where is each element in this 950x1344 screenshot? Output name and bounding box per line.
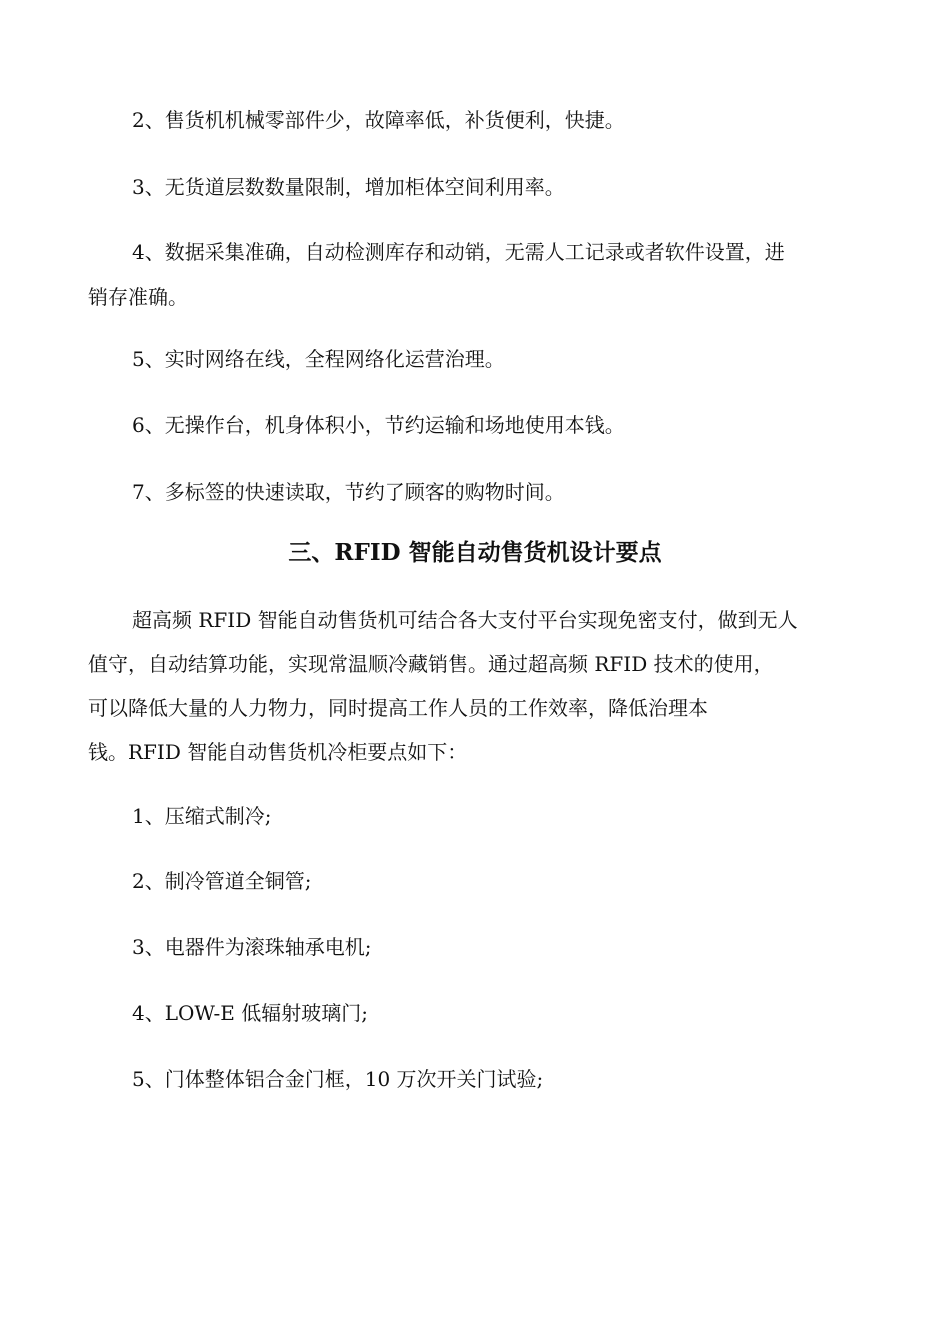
intro-line-3: 可以降低大量的人力物力，同时提高工作人员的工作效率，降低治理本 <box>88 696 708 720</box>
advantage-item-4: 4、数据采集准确，自动检测库存和动销，无需人工记录或者软件设置，进 <box>132 240 785 264</box>
advantage-item-7: 7、多标签的快速读取，节约了顾客的购物时间。 <box>132 480 565 504</box>
advantage-item-3: 3、无货道层数数量限制，增加柜体空间利用率。 <box>132 175 565 199</box>
advantage-item-6: 6、无操作台，机身体积小，节约运输和场地使用本钱。 <box>132 413 625 437</box>
intro-line-2: 值守，自动结算功能，实现常温顺冷藏销售。通过超高频 RFID 技术的使用， <box>88 652 774 676</box>
section-heading: 三、RFID 智能自动售货机设计要点 <box>288 539 662 566</box>
advantage-item-4-continued: 销存准确。 <box>88 285 188 309</box>
intro-line-4: 钱。RFID 智能自动售货机冷柜要点如下： <box>88 740 468 764</box>
design-point-3: 3、电器件为滚珠轴承电机; <box>132 935 372 959</box>
intro-line-1: 超高频 RFID 智能自动售货机可结合各大支付平台实现免密支付，做到无人 <box>132 608 798 632</box>
advantage-item-5: 5、实时网络在线，全程网络化运营治理。 <box>132 347 505 371</box>
design-point-1: 1、压缩式制冷; <box>132 804 272 828</box>
advantage-item-2: 2、售货机机械零部件少，故障率低，补货便利，快捷。 <box>132 108 625 132</box>
design-point-2: 2、制冷管道全铜管; <box>132 869 312 893</box>
design-point-4: 4、LOW-E 低辐射玻璃门; <box>132 1001 368 1025</box>
design-point-5: 5、门体整体铝合金门框，10 万次开关门试验; <box>132 1067 544 1091</box>
